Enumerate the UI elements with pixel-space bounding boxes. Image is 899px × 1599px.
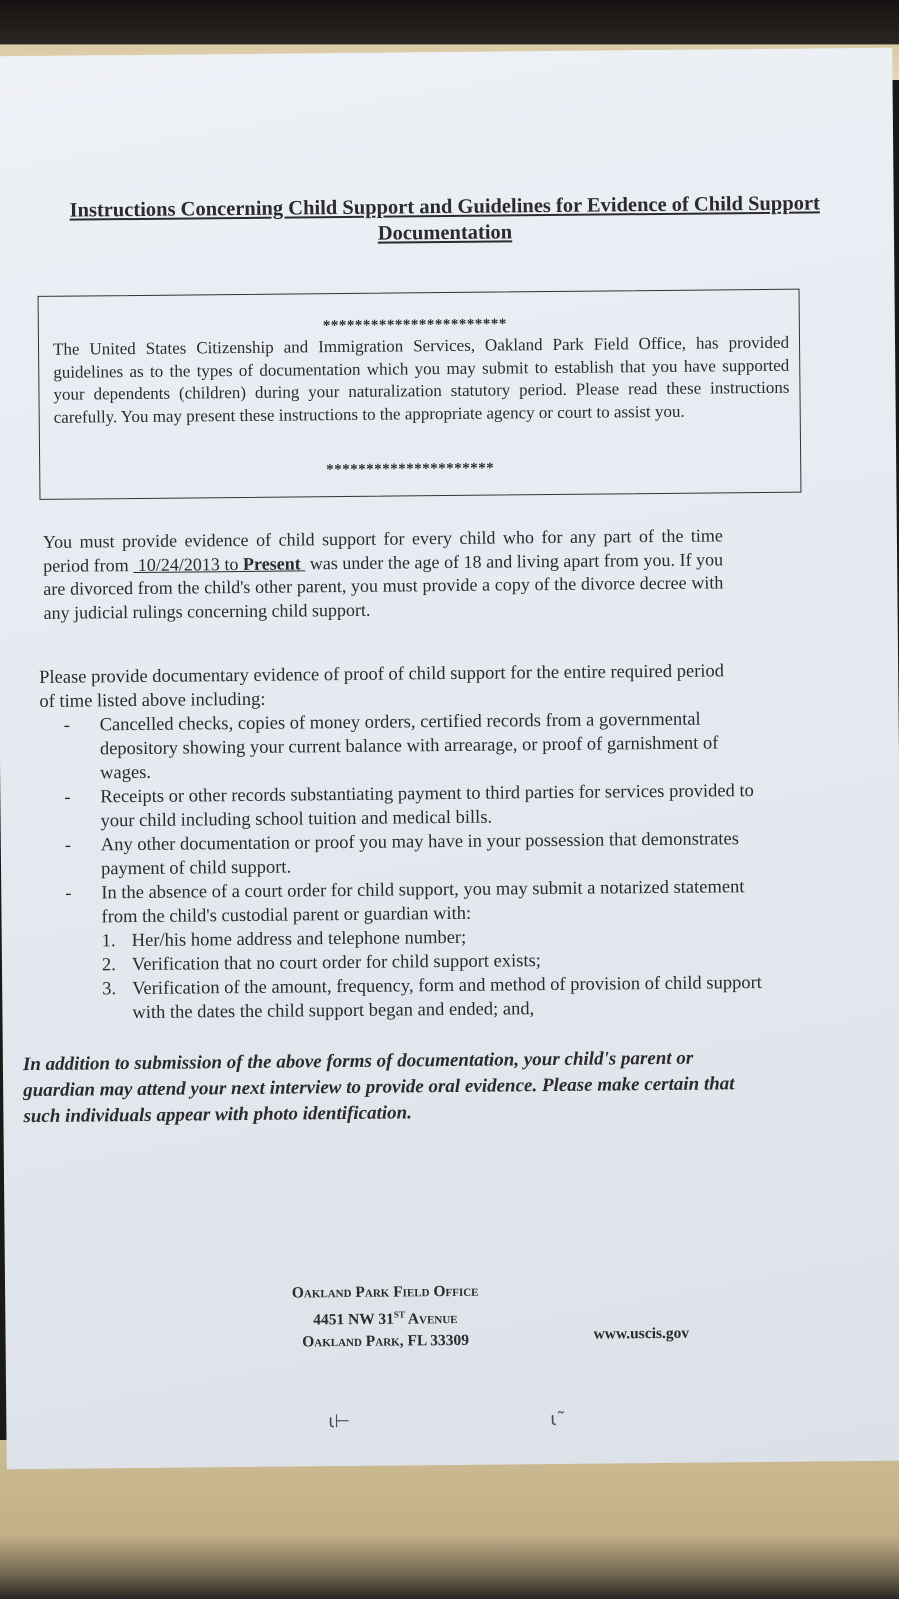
list-item	[40, 707, 761, 786]
item-text: Her/his home address and telephone number;	[131, 927, 467, 952]
website-url: www.uscis.gov	[593, 1324, 690, 1343]
bullet-text: Any other documentation or proof you may have in your possession that demonstrates payment of child support.	[100, 829, 740, 880]
start-date-value: 10/24/2013	[137, 553, 220, 575]
handwritten-mark: ɩ˜	[550, 1408, 566, 1431]
bullet-text: In the absence of a court order for child support, you may submit a notarized statement from the child's custodial parent or guardian with:	[101, 877, 745, 928]
evidence-bullet-list	[40, 707, 763, 1026]
asterisk-divider-bottom: *********************	[326, 460, 495, 479]
bullet-dash: -	[63, 715, 70, 736]
start-date-field	[133, 553, 305, 575]
notice-text: The United States Citizenship and Immigration Services, Oakland Park Field Office, has provided guidelines as to the types of documentation which you may submit to establish that you have supported your dependents (children) during your naturalization statutory period. Please read these instructions carefully. You may present these instructions to the appropriate agency or court to assist you.	[52, 332, 790, 427]
item-number: 3.	[102, 979, 117, 1000]
list-item	[41, 827, 761, 882]
office-address	[245, 1280, 526, 1354]
bullet-dash: -	[65, 883, 72, 904]
street-name: Avenue	[404, 1310, 458, 1328]
item-number: 1.	[101, 931, 116, 952]
list-item	[41, 875, 761, 930]
bullet-dash: -	[64, 787, 71, 808]
item-text: Verification of the amount, frequency, form and method of provision of child support with the dates the child support began and ended; and,	[132, 973, 762, 1024]
numbered-list	[42, 923, 763, 1026]
address-line-1: Oakland Park Field Office	[291, 1282, 479, 1302]
bullet-text: Receipts or other records substantiating payment to third parties for services provided to your child including school tuition and medical bills.	[100, 781, 754, 832]
paragraph-text-2: was under the age of 18 and living apart from you. If you are divorced from the child's other parent, you must provide a copy of the divorce decree with any judicial rulings concerning child support.	[43, 548, 724, 623]
asterisk-divider-top: ***********************	[322, 316, 507, 335]
address-line-3: Oakland Park, FL 33309	[302, 1331, 470, 1351]
notice-box	[38, 289, 802, 500]
item-number: 2.	[101, 955, 116, 976]
oral-evidence-note: In addition to submission of the above forms of documentation, your child's parent or guardian may attend your next interview to provide oral evidence. Please make certain that such individuals appear with photo identification.	[22, 1047, 735, 1128]
street-number: 4451 NW 31	[313, 1310, 394, 1329]
bullet-text: Cancelled checks, copies of money orders, certified records from a governmental depository showing your current balance with arrearage, or proof of garnishment of wages.	[99, 709, 719, 784]
evidence-requirement-paragraph	[43, 524, 724, 625]
list-item	[102, 971, 762, 1025]
item-text: Verification that no court order for child support exists;	[131, 951, 541, 976]
bullet-dash: -	[64, 835, 72, 856]
end-date-value: Present	[242, 552, 301, 574]
documentary-evidence-paragraph: Please provide documentary evidence of proof of child support for the entire required period of time listed above including:	[39, 661, 725, 712]
address-line-2	[245, 1302, 525, 1332]
handwritten-mark: ɩ⊢	[328, 1410, 351, 1433]
document-page	[0, 48, 899, 1470]
document-title: Instructions Concerning Child Support and Guidelines for Evidence of Child Support Documentation	[69, 192, 820, 245]
list-item	[40, 779, 760, 834]
paragraph-text-1: You must provide evidence of child support for every child who for any part of the time period from	[42, 525, 723, 576]
ordinal-suffix: ST	[393, 1309, 405, 1320]
to-word: to	[219, 553, 244, 574]
